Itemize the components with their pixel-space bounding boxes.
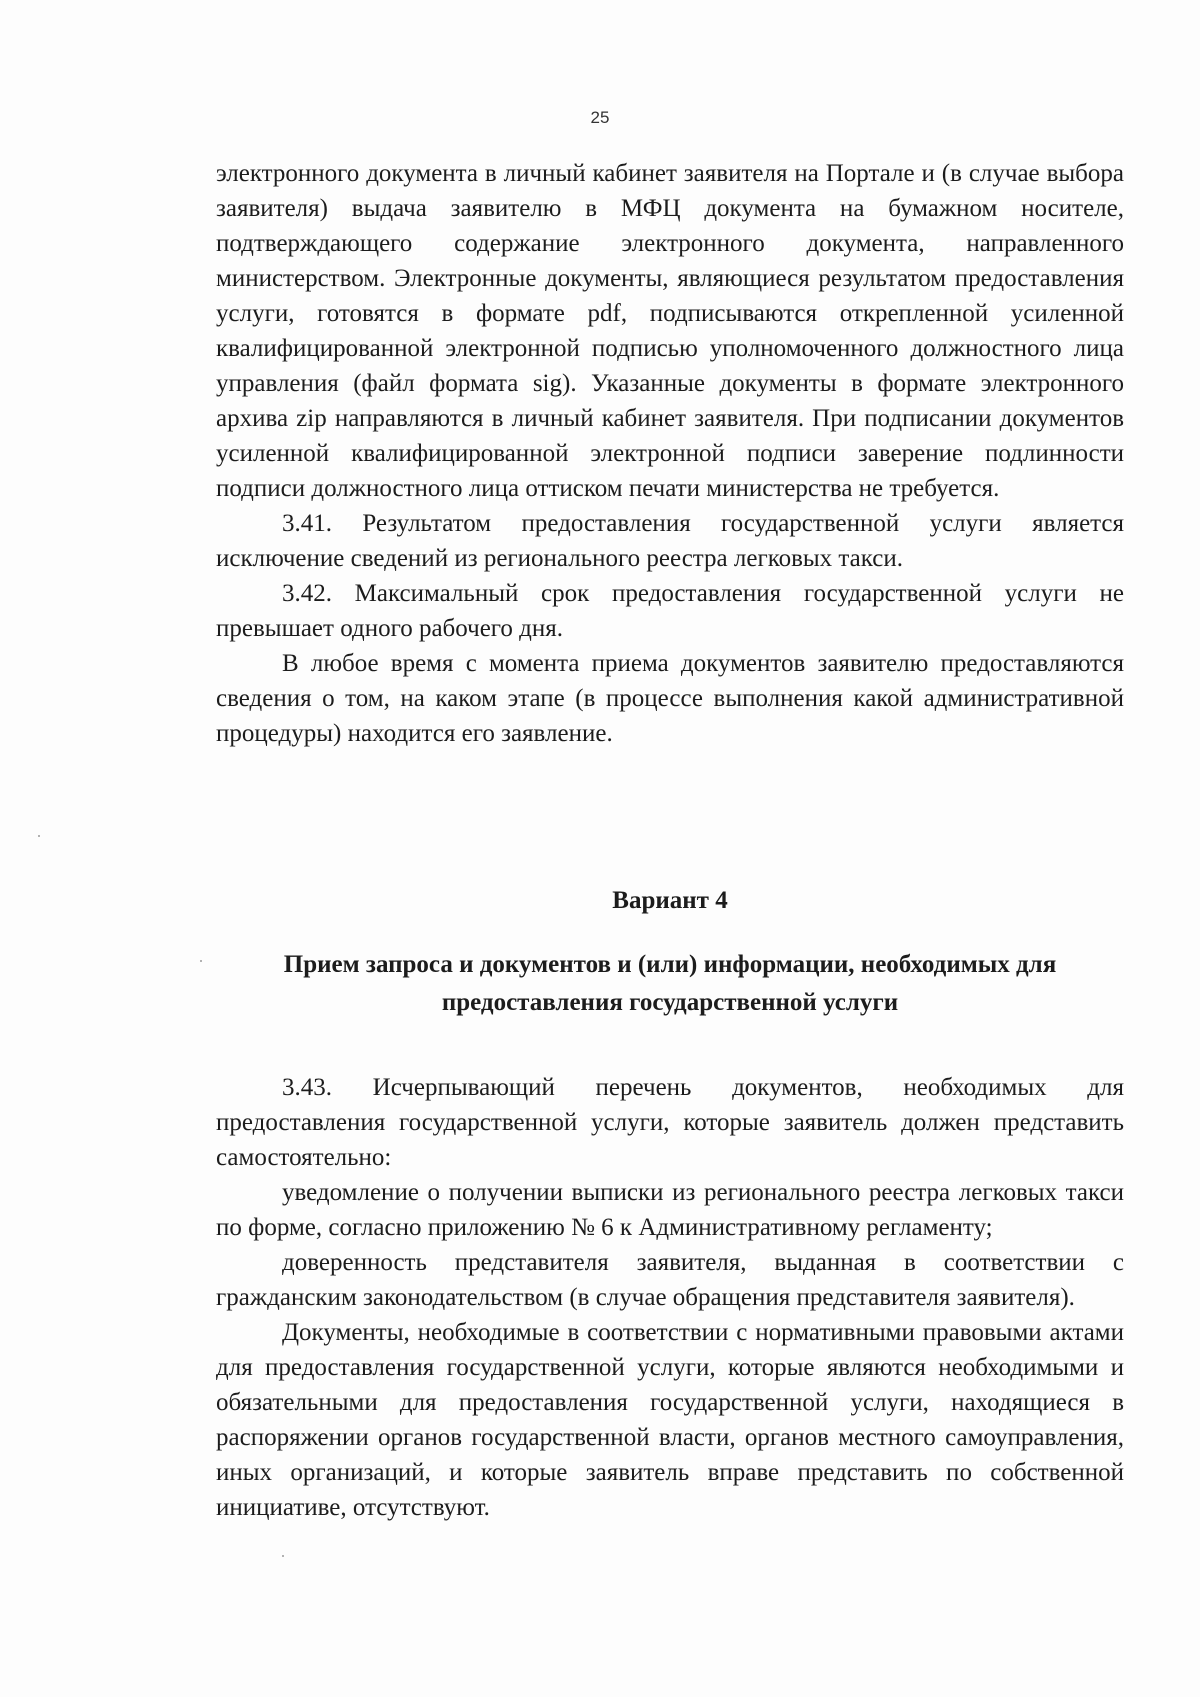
scan-speck bbox=[38, 835, 40, 837]
list-item-notification: уведомление о получении выписки из регионального реестра легковых такси по форме, согласно приложению № 6 к Административному регламенту; bbox=[216, 1179, 1124, 1241]
scan-speck bbox=[282, 1555, 284, 1557]
variant-title: Вариант 4 bbox=[612, 887, 728, 914]
section-title: Прием запроса и документов и (или) информации, необходимых для предоставления государственной услуги bbox=[283, 951, 1057, 1016]
paragraph-3-41: 3.41. Результатом предоставления государственной услуги является исключение сведений из регионального реестра легковых такси. bbox=[216, 510, 1124, 572]
text-block-top bbox=[216, 156, 1124, 751]
paragraph-other-documents: Документы, необходимые в соответствии с нормативными правовыми актами для предоставления государственной услуги, которые являются необходимыми и обязательными для предоставления государственной услуги, находящиеся в распоряжении органов государственной власти, органов местного самоуправления, иных организаций, и которые заявитель вправе представить по собственной инициативе, отсутствуют. bbox=[216, 1319, 1124, 1521]
paragraph-continuation: электронного документа в личный кабинет заявителя на Портале и (в случае выбора заявителя) выдача заявителю в МФЦ документа на бумажном носителе, подтверждающего содержание электронного документа, направленного министерством. Электронные документы, являющиеся результатом предоставления услуги, готовятся в формате pdf, подписываются открепленной усиленной квалифицированной электронной подписью уполномоченного должностного лица управления (файл формата sig). Указанные документы в формате электронного архива zip направляются в личный кабинет заявителя. При подписании документов усиленной квалифицированной электронной подписи заверение подлинности подписи должностного лица оттиском печати министерства не требуется. bbox=[216, 160, 1124, 502]
text-block-bottom bbox=[216, 1070, 1124, 1525]
page-number: 25 bbox=[590, 108, 610, 127]
scan-speck bbox=[200, 960, 202, 962]
paragraph-3-43: 3.43. Исчерпывающий перечень документов, необходимых для предоставления государственной услуги, которые заявитель должен представить самостоятельно: bbox=[216, 1074, 1124, 1171]
list-item-power-of-attorney: доверенность представителя заявителя, выданная в соответствии с гражданским законодательством (в случае обращения представителя заявителя). bbox=[216, 1249, 1124, 1311]
paragraph-3-42: 3.42. Максимальный срок предоставления государственной услуги не превышает одного рабочего дня. bbox=[216, 580, 1124, 642]
paragraph-status-info: В любое время с момента приема документов заявителю предоставляются сведения о том, на каком этапе (в процессе выполнения какой административной процедуры) находится его заявление. bbox=[216, 650, 1124, 747]
